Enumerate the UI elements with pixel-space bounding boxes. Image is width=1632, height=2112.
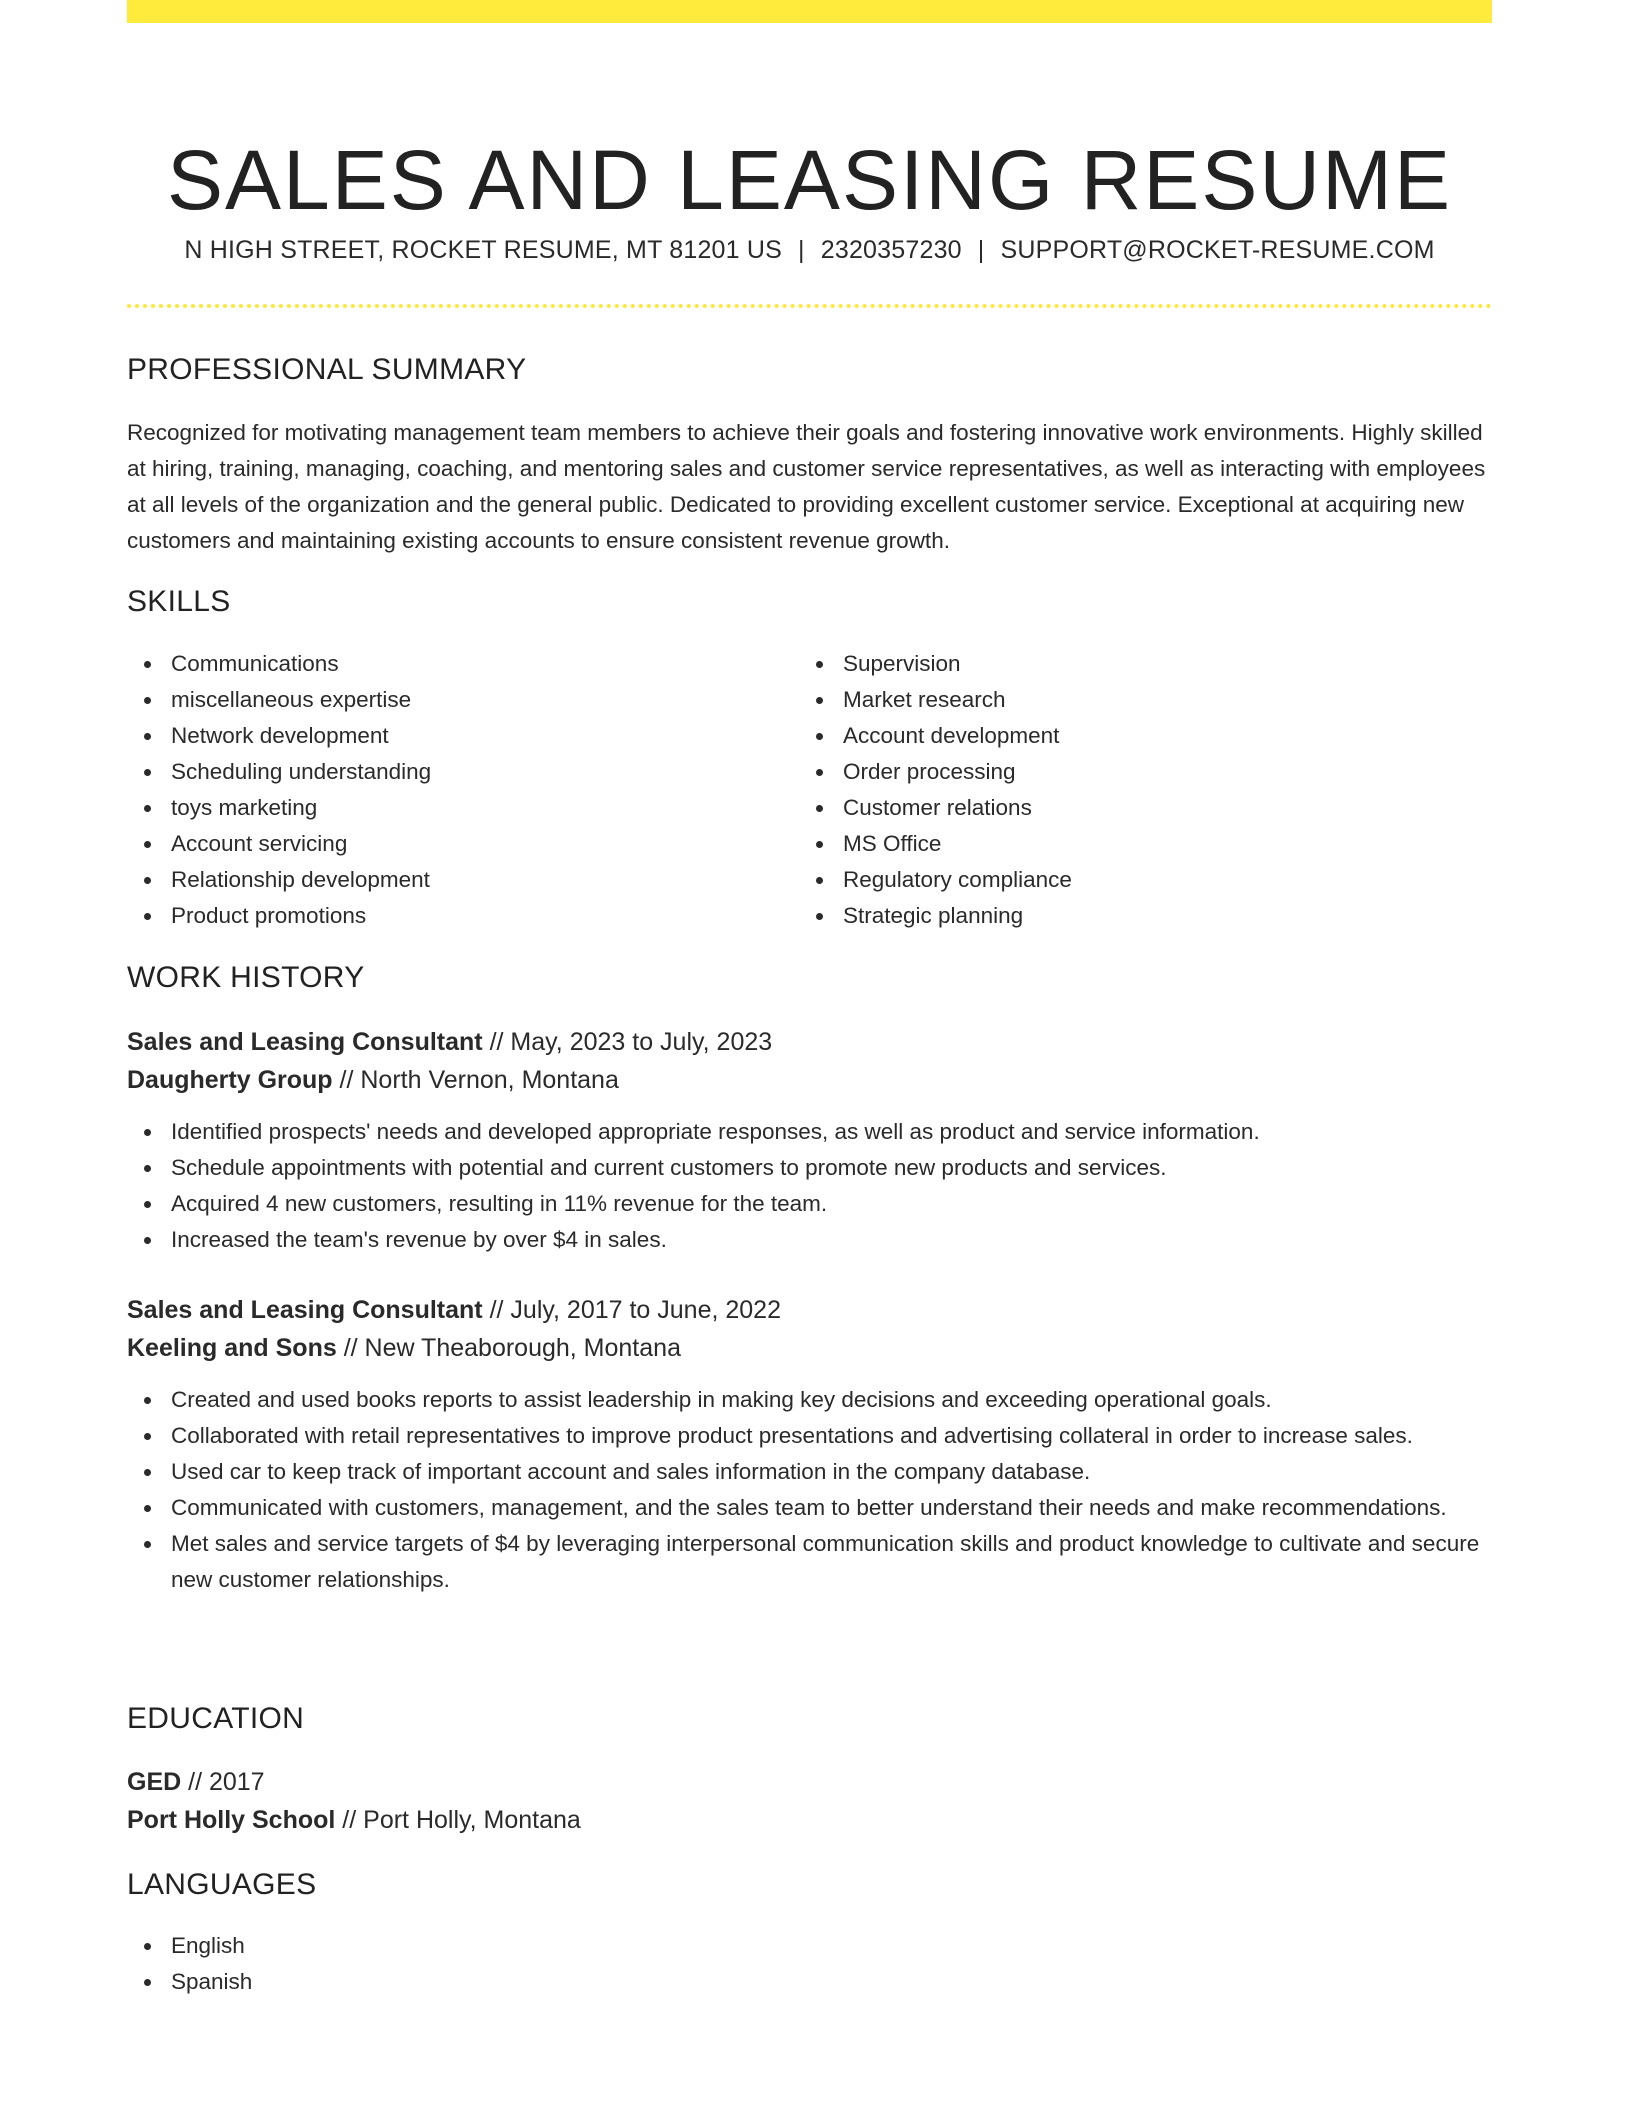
contact-email[interactable]: SUPPORT@ROCKET-RESUME.COM — [1000, 236, 1435, 264]
skill-item: Regulatory compliance — [799, 862, 1471, 898]
top-accent-bar — [127, 0, 1492, 23]
job-company: Keeling and Sons — [127, 1334, 337, 1362]
education-school: Port Holly School — [127, 1806, 336, 1834]
job-bullet: Created and used books reports to assist leadership in making key decisions and exceeding operational goals. — [127, 1382, 1492, 1418]
contact-line — [127, 236, 1492, 265]
skill-item: Product promotions — [127, 898, 799, 934]
section-heading-summary: PROFESSIONAL SUMMARY — [127, 353, 527, 386]
job-bullet: Used car to keep track of important account and sales information in the company database. — [127, 1454, 1492, 1490]
section-heading-skills: SKILLS — [127, 585, 231, 618]
education-degree-line — [127, 1763, 1492, 1801]
skill-item: Market research — [799, 682, 1471, 718]
languages-bullets — [127, 1928, 1492, 2000]
job-dates: // May, 2023 to July, 2023 — [482, 1028, 773, 1056]
contact-phone[interactable]: 2320357230 — [820, 236, 962, 264]
section-heading-education: EDUCATION — [127, 1702, 305, 1735]
skills-column-right — [799, 646, 1471, 934]
education-entry — [127, 1763, 1492, 1839]
job-location: // New Theaborough, Montana — [336, 1334, 681, 1362]
skills-list — [127, 646, 1492, 934]
job-bullets — [127, 1114, 1492, 1258]
contact-address: N HIGH STREET, ROCKET RESUME, MT 81201 US — [184, 236, 783, 264]
education-school-line — [127, 1801, 1492, 1839]
skill-item: Account servicing — [127, 826, 799, 862]
job-entry — [127, 1023, 1492, 1258]
skill-item: Account development — [799, 718, 1471, 754]
education-degree: GED — [127, 1768, 182, 1796]
job-bullet: Communicated with customers, management, and the sales team to better understand their needs and make recommendations. — [127, 1490, 1492, 1526]
skill-item: Strategic planning — [799, 898, 1471, 934]
resume-title: SALES AND LEASING RESUME — [166, 133, 1453, 228]
skills-column-left — [127, 646, 799, 934]
job-title: Sales and Leasing Consultant — [127, 1028, 483, 1056]
job-title-line — [127, 1023, 1492, 1061]
job-company-line — [127, 1061, 1492, 1099]
skill-item: Supervision — [799, 646, 1471, 682]
job-bullet: Met sales and service targets of $4 by leveraging interpersonal communication skills and product knowledge to cultivate and secure new customer relationships. — [127, 1526, 1492, 1598]
skill-item: Customer relations — [799, 790, 1471, 826]
skill-item: Order processing — [799, 754, 1471, 790]
job-company: Daugherty Group — [127, 1066, 333, 1094]
job-bullet: Increased the team's revenue by over $4 in sales. — [127, 1222, 1492, 1258]
job-company-line — [127, 1329, 1492, 1367]
skill-item: toys marketing — [127, 790, 799, 826]
skill-item: miscellaneous expertise — [127, 682, 799, 718]
skill-item: Relationship development — [127, 862, 799, 898]
header-divider — [127, 304, 1492, 308]
job-title: Sales and Leasing Consultant — [127, 1296, 483, 1324]
education-location: // Port Holly, Montana — [335, 1806, 581, 1834]
summary-text: Recognized for motivating management team members to achieve their goals and fostering innovative work environments. Highly skilled at hiring, training, managing, coaching, and mentoring sales and customer service representatives, as well as interacting with employees at all levels of the organization and the general public. Dedicated to providing excellent customer service. Exceptional at acquiring new customers and maintaining existing accounts to ensure consistent revenue growth. — [127, 420, 1486, 553]
job-dates: // July, 2017 to June, 2022 — [482, 1296, 781, 1324]
job-bullet: Identified prospects' needs and developed appropriate responses, as well as product and service information. — [127, 1114, 1492, 1150]
job-location: // North Vernon, Montana — [332, 1066, 619, 1094]
skill-item: MS Office — [799, 826, 1471, 862]
job-title-line — [127, 1291, 1492, 1329]
languages-list — [127, 1928, 1492, 2000]
section-heading-work-history: WORK HISTORY — [127, 961, 365, 994]
education-year: // 2017 — [181, 1768, 265, 1796]
language-item: English — [127, 1928, 1492, 1964]
skill-item: Scheduling understanding — [127, 754, 799, 790]
skill-item: Communications — [127, 646, 799, 682]
contact-separator: | — [798, 236, 805, 264]
job-bullet: Schedule appointments with potential and current customers to promote new products and services. — [127, 1150, 1492, 1186]
section-heading-languages: LANGUAGES — [127, 1868, 317, 1901]
skill-item: Network development — [127, 718, 799, 754]
job-bullets — [127, 1382, 1492, 1598]
job-entry — [127, 1291, 1492, 1598]
job-bullet: Collaborated with retail representatives to improve product presentations and advertising collateral in order to increase sales. — [127, 1418, 1492, 1454]
job-bullet: Acquired 4 new customers, resulting in 11% revenue for the team. — [127, 1186, 1492, 1222]
language-item: Spanish — [127, 1964, 1492, 2000]
contact-separator: | — [977, 236, 985, 264]
